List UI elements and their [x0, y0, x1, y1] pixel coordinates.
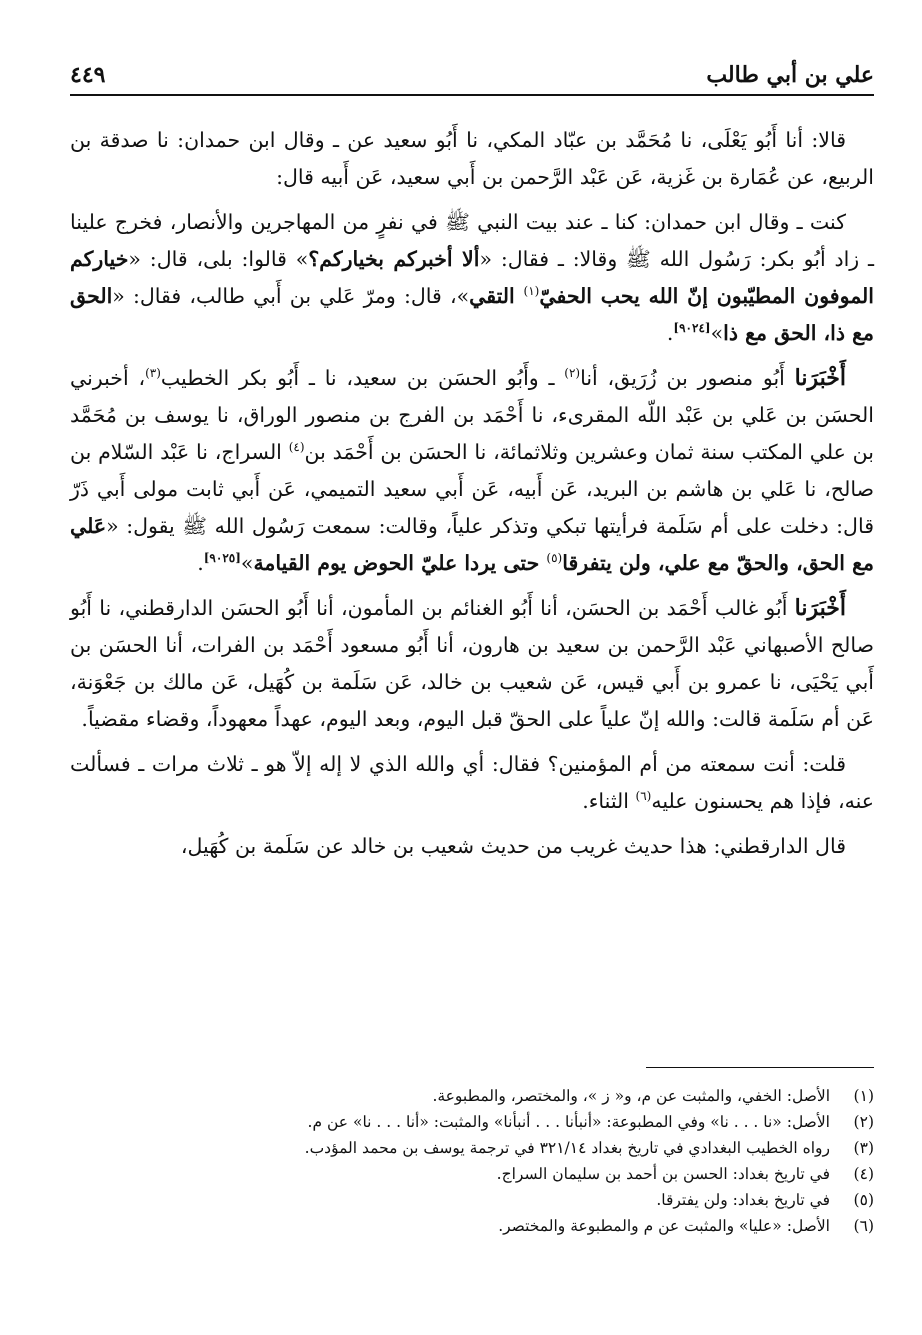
footnotes: [70, 1083, 874, 1239]
footnote-divider: [646, 1067, 874, 1068]
paragraph-6: [70, 828, 874, 865]
text-run: ـ وأَبُو الحسَن بن سعيد، نا ـ أَبُو بكر الخطيب: [160, 366, 565, 390]
text-run: أَبُو منصور بن زُرَيق، أنا: [580, 366, 795, 390]
footnote-number: (٤): [853, 1165, 874, 1183]
footnote-text: في تاريخ بغداد: الحسن بن أحمد بن سليمان السراج.: [496, 1165, 830, 1183]
footnote-text: الأصل: «نا . . . نا» وفي المطبوعة: «أنبأنا . . . أنبأنا» والمثبت: «أنا . . . نا» عن م.: [307, 1113, 830, 1131]
text-run: »: [240, 551, 254, 575]
footnote-text: الأصل: الخفي، والمثبت عن م، و« ز »، والمختصر، والمطبوعة.: [432, 1087, 830, 1105]
footnote-text: في تاريخ بغداد: ولن يفترقا.: [656, 1191, 830, 1209]
footnote-item: [70, 1109, 874, 1135]
text-run: ، أخبرني الحسَن بن عَلي بن عَبْد اللّه المقرىء، نا أَحْمَد بن الفرج بن منصور الوراق، نا يوسف بن مُحَمَّد بن علي المكتب سنة ثمان وعشرين وثلاثمائة، نا الحسَن بن أَحْمَد بن: [70, 366, 874, 464]
paragraph-3: [70, 360, 874, 582]
hadith-quote: عَلي مع الحق، والحقّ مع علي، ولن يتفرقا: [70, 514, 874, 575]
hadith-quote: خياركم الموفون المطيّبون إنّ الله يحب الحفيّ: [70, 247, 874, 308]
text-run: كنت ـ وقال ابن حمدان: كنا ـ عند بيت النبي ﷺ في نفرٍ من المهاجرين والأنصار، فخرج علينا ـ زاد أبُو بكر: رَسُول الله ﷺ وقالا: ـ فقال: «: [70, 210, 875, 271]
footnote-number: (٦): [853, 1217, 874, 1235]
text-run: » قالوا: بلى، قال: «: [128, 247, 309, 271]
paragraph-text: قالا: أنا أَبُو يَعْلَى، نا مُحَمَّد بن عبّاد المكي، نا أَبُو سعيد عن ـ وقال ابن حمدان: نا صدقة بن الربيع، عن عُمَارة بن غَزية، عَن عَبْد الرَّحمن بن أَبي سعيد، عَن أَبيه قال:: [70, 128, 874, 189]
text-run: قال الدارقطني: هذا حديث غريب من حديث شعيب بن خالد عن سَلَمة بن كُهَيل،: [180, 834, 846, 858]
text-run: »، قال: ومرّ عَلي بن أَبي طالب، فقال: «: [112, 284, 470, 308]
text-run: .: [666, 321, 674, 345]
paragraph-1: [70, 122, 874, 196]
footnote-number: (١): [853, 1087, 874, 1105]
text-run: .: [197, 551, 204, 575]
isnad-keyword: أَخْبَرَنا: [794, 595, 846, 621]
paragraph-5: [70, 746, 874, 820]
hadith-number: [٩٠٢٥]: [203, 551, 241, 566]
text-run: قلت: أنت سمعته من أم المؤمنين؟ فقال: أي والله الذي لا إله إلاّ هو ـ ثلاث مرات ـ فسألت عنه، فإذا هم يحسنون عليه: [70, 752, 874, 813]
hadith-number: [٩٠٢٤]: [673, 321, 711, 336]
footnote-item: [70, 1161, 874, 1187]
footnote-marker: (٣): [145, 366, 161, 381]
footnote-item: [70, 1213, 874, 1239]
footnote-item: [70, 1083, 874, 1109]
footnote-marker: (٥): [546, 551, 563, 566]
page-number: ٤٤٩: [70, 62, 106, 88]
running-header: [70, 58, 874, 96]
footnote-marker: (٤): [288, 440, 305, 455]
footnote-marker: (٢): [564, 366, 581, 381]
footnote-item: [70, 1135, 874, 1161]
footnote-marker: (١): [523, 284, 540, 299]
hadith-quote: حتى يردا عليّ الحوض يوم القيامة: [253, 551, 547, 575]
text-run: الثناء.: [582, 789, 636, 813]
text-run: »: [710, 321, 724, 345]
footnote-text: رواه الخطيب البغدادي في تاريخ بغداد ٣٢١/١٤ في ترجمة يوسف بن محمد المؤدب.: [304, 1139, 830, 1157]
hadith-quote: ألا أخبركم بخياركم؟: [308, 247, 480, 271]
footnote-marker: (٦): [635, 789, 652, 804]
header-title: علي بن أبي طالب: [706, 62, 874, 88]
isnad-keyword: أَخْبَرَنا: [794, 365, 846, 391]
footnote-text: الأصل: «عليا» والمثبت عن م والمطبوعة والمختصر.: [498, 1217, 830, 1235]
paragraph-2: [70, 204, 874, 352]
text-run: السراج، نا عَبْد السّلام بن صالح، نا عَلي بن هاشم بن البريد، عَن أَبيه، عَن أَبي سعيد التميمي، عَن أَبي ثابت مولى أَبي ذَرّ قال: دخلت على أم سَلَمة فرأيتها تبكي وتذكر علياً، وقالت: سمعت رَسُول الله ﷺ يقول: «: [70, 440, 874, 538]
footnote-item: [70, 1187, 874, 1213]
footnote-number: (٢): [853, 1113, 874, 1131]
hadith-quote: التقي: [469, 284, 524, 308]
hadith-quote: الحق مع ذا، الحق مع ذا: [70, 284, 874, 345]
footnote-number: (٥): [853, 1191, 874, 1209]
paragraph-4: [70, 590, 874, 738]
main-text: [70, 122, 874, 873]
text-run: أَبُو غالب أَحْمَد بن الحسَن، أنا أَبُو الغنائم بن المأمون، أنا أَبُو الحسَن الدارقطني، نا أَبُو صالح الأصبهاني عَبْد الرَّحمن بن سعيد بن هارون، أنا أَبُو مسعود أَحْمَد بن الفرات، أنا الحسَن بن أَبي يَحْيَى، نا عمرو بن أَبي قيس، عَن شعيب بن خالد، عَن سَلَمة بن كُهَيل، عَن مالك بن جَعْوَنة، عَن أم سَلَمة قالت: والله إنّ علياً على الحقّ قبل اليوم، وبعد اليوم، عهداً معهوداً، وقضاء مقضياً.: [70, 596, 874, 731]
footnote-number: (٣): [853, 1139, 874, 1157]
